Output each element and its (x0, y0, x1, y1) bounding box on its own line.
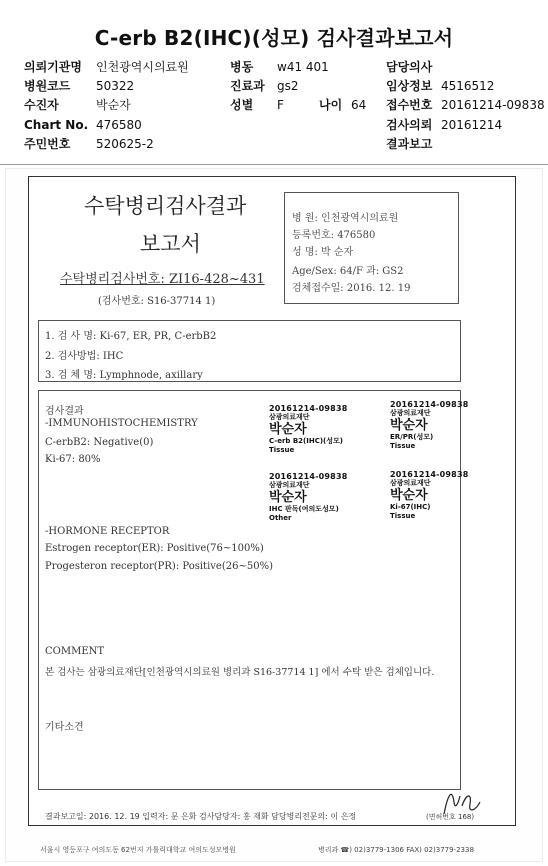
pt-name: 성 명: 박 순자 (292, 247, 354, 258)
er-result: Estrogen receptor(ER): Positive(76~100%) (45, 543, 264, 554)
hospital-address: 서울시 영등포구 여의도동 62번지 가톨릭대학교 여의도성모병원 (40, 846, 236, 854)
label-id: 20161214-09838 (390, 470, 469, 479)
specimen-name: 3. 검 체 명: Lymphnode, axillary (45, 370, 203, 381)
label-id: 20161214-09838 (269, 472, 348, 481)
resident-no-value: 520625-2 (96, 137, 154, 151)
ward-value: w41 401 (277, 60, 329, 74)
specimen-label (390, 470, 468, 521)
request-date-label: 검사의뢰 (386, 118, 433, 132)
ki67-result: Ki-67: 80% (45, 454, 101, 465)
specimen-label (390, 400, 468, 451)
label-org: 삼광의료재단 (269, 413, 310, 421)
pt-receipt-date: 검체접수일: 2016. 12. 19 (292, 283, 411, 294)
department-label: 진료과 (230, 79, 265, 93)
pr-result: Progesteron receptor(PR): Positive(26~50%) (45, 561, 273, 572)
hospital-code-label: 병원코드 (24, 79, 71, 93)
department-value: gs2 (277, 79, 299, 93)
patient-name-label: 수진자 (24, 98, 59, 112)
label-test: IHC 판독(여의도성모) (269, 505, 339, 513)
chart-no-label: Chart No. (24, 118, 89, 132)
age-value: 64 (351, 98, 367, 112)
label-name: 박순자 (269, 490, 307, 505)
hospital-code-value: 50322 (96, 79, 135, 93)
license-number: (면허번호 168) (426, 813, 475, 821)
clinical-info-value: 4516512 (441, 79, 495, 93)
report-footer: 결과보고일: 2016. 12. 19 입력자: 문 은화 검사담당자: 홍 재화 담당병리전문의: 이 은정 (45, 812, 357, 821)
report-title: C-erb B2(IHC)(성모) 검사결과보고서 (94, 26, 454, 50)
label-test: Ki-67(IHC) (390, 503, 431, 511)
comment-text: 본 검사는 삼광의료재단[인천광역시의료원 병리과 S16-37714 1] 에서 수탁 받은 검체입니다. (45, 667, 435, 678)
age-label: 나이 (319, 98, 343, 112)
receipt-no-label: 접수번호 (386, 98, 433, 112)
label-type: Tissue (269, 446, 295, 454)
header-divider (0, 164, 548, 165)
label-test: C-erb B2(IHC)(성모) (269, 437, 343, 445)
label-org: 삼광의료재단 (269, 481, 310, 489)
scan-title-line1: 수탁병리검사결과 (84, 194, 247, 218)
label-test: ER/PR(성모) (390, 433, 434, 441)
pt-reg-no: 등록번호: 476580 (292, 230, 376, 241)
label-id: 20161214-09838 (269, 404, 348, 413)
comment-heading: COMMENT (45, 646, 105, 657)
pt-hospital: 병 원: 인천광역시의료원 (292, 213, 399, 224)
ihc-title: -IMMUNOHISTOCHEMISTRY (45, 418, 198, 429)
result-heading: 검사결과 (45, 406, 84, 417)
receipt-no-value: 20161214-09838 (441, 98, 545, 112)
ward-label: 병동 (230, 60, 254, 74)
label-name: 박순자 (269, 422, 307, 437)
exam-name: 1. 검 사 명: Ki-67, ER, PR, C-erbB2 (45, 331, 217, 342)
label-name: 박순자 (390, 488, 428, 503)
department-phone: 병리과 ☎) 02)3779-1306 FAX) 02)3779-2338 (318, 846, 474, 854)
other-findings-heading: 기타소견 (45, 722, 84, 733)
request-number: 수탁병리검사번호: ZI16-428~431 (60, 272, 265, 287)
cerb-result: C-erbB2: Negative(0) (45, 437, 154, 448)
label-type: Tissue (390, 512, 416, 520)
label-name: 박순자 (390, 418, 428, 433)
scan-title-line2: 보고서 (140, 232, 201, 256)
signature-icon (438, 784, 486, 820)
pt-age-sex: Age/Sex: 64/F 과: GS2 (292, 266, 404, 277)
exam-method: 2. 검사방법: IHC (45, 351, 124, 362)
patient-name-value: 박순자 (96, 98, 131, 112)
sex-value: F (277, 98, 284, 112)
doctor-label: 담당의사 (386, 60, 433, 74)
label-org: 삼광의료재단 (390, 409, 431, 417)
chart-no-value: 476580 (96, 118, 142, 132)
label-org: 삼광의료재단 (390, 479, 431, 487)
specimen-label (269, 472, 347, 523)
sex-label: 성별 (230, 98, 254, 112)
label-type: Tissue (390, 442, 416, 450)
hospital-name-value: 인천광역시의료원 (96, 60, 189, 74)
clinical-info-label: 임상정보 (386, 79, 433, 93)
specimen-label (269, 404, 347, 455)
exam-number: (검사번호: S16-37714 1) (98, 296, 216, 307)
result-report-label: 결과보고 (386, 137, 433, 151)
resident-no-label: 주민번호 (24, 137, 71, 151)
label-type: Other (269, 514, 292, 522)
hormone-title: -HORMONE RECEPTOR (45, 526, 170, 537)
hospital-name-label: 의뢰기관명 (24, 60, 82, 74)
request-date-value: 20161214 (441, 118, 503, 132)
label-id: 20161214-09838 (390, 400, 469, 409)
